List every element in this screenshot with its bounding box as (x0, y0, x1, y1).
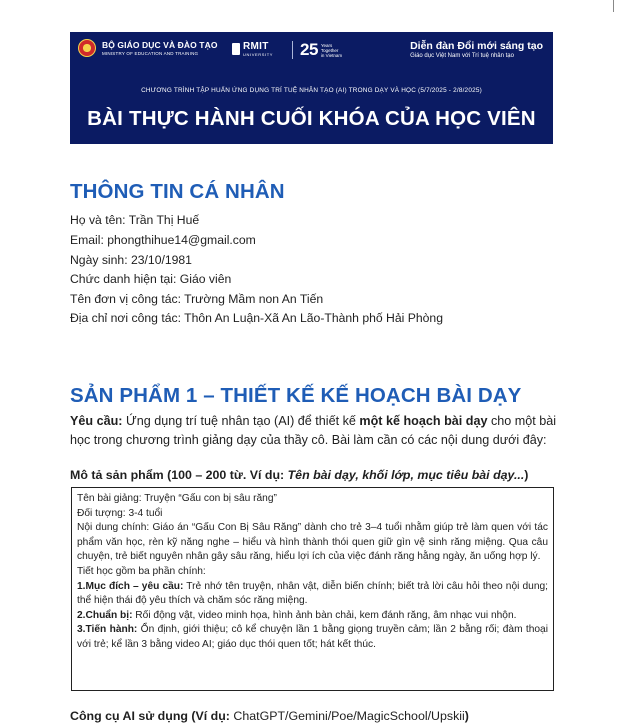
header-banner (70, 32, 553, 144)
rmit-mark-icon (232, 43, 240, 55)
lesson-content: Nội dung chính: Giáo án “Gấu Con Bị Sâu Răng” dành cho trẻ 3–4 tuổi nhằm giúp trẻ làm quen với tác phẩm văn học, rèn kỹ năng nghe – hiểu và hình thành thói quen giữ gìn vệ sinh răng miệng. Qua câu chuyện, trẻ biết nguyên nhân gây sâu răng, hiểu lợi ích của việc đánh răng hằng ngày, ăn uống hợp lý. (77, 522, 548, 563)
info-workplace: Tên đơn vị công tác: Trường Mầm non An Tiến (70, 292, 324, 306)
part-2-text: Rối động vật, video minh họa, hình ảnh bàn chải, kem đánh răng, âm nhạc vui nhộn. (132, 609, 517, 621)
part-3-text: Ổn định, giới thiệu; cô kể chuyện lần 1 bằng giọng truyền cảm; lần 2 bằng rối; đàm thoại với trẻ; kể lần 3 bằng video AI; giáo dục thói quen tốt; hát kết thúc. (77, 624, 548, 650)
logo-divider (292, 41, 293, 59)
years-number: 25 (300, 40, 318, 59)
product1-heading: SẢN PHẨM 1 – THIẾT KẾ KẾ HOẠCH BÀI DẠY (70, 384, 522, 407)
forum-subtitle: Giáo dục Việt Nam với Trí tuệ nhân tạo (410, 53, 514, 59)
national-emblem-icon (78, 39, 96, 57)
info-position: Chức danh hiện tại: Giáo viên (70, 272, 232, 286)
requirement-bold: một kế hoạch bài dạy (359, 414, 488, 428)
banner-title: BÀI THỰC HÀNH CUỐI KHÓA CỦA HỌC VIÊN (87, 107, 536, 130)
description-label-text: Mô tả sản phẩm (100 – 200 từ. Ví dụ: (70, 468, 288, 482)
ai-tools-label-text: Công cụ AI sử dụng (Ví dụ: (70, 709, 234, 723)
part-2-label: 2.Chuẩn bị: (77, 609, 133, 621)
ai-tools-label-end: ) (464, 709, 469, 723)
part-1-text: Trẻ nhớ tên truyện, nhân vật, diễn biến chính; biết trả lời câu hỏi theo nội dung; thể hiện thái độ yêu thích và chăm sóc răng miệng. (77, 580, 548, 607)
part-3-label: 3.Tiến hành: (77, 624, 138, 636)
requirement-text-1: Ứng dụng trí tuệ nhân tạo (AI) để thiết kế (122, 414, 360, 428)
ai-tools-label (70, 709, 469, 723)
description-label-end: ) (524, 468, 529, 482)
anniversary-logo (300, 40, 342, 60)
lesson-part-3 (77, 623, 548, 652)
moet-sub: MINISTRY OF EDUCATION AND TRAINING (102, 51, 199, 56)
requirement-label: Yêu cầu: (70, 414, 123, 428)
rmit-name: RMIT (243, 41, 269, 52)
description-label-example: Tên bài dạy, khối lớp, mục tiêu bài dạy... (287, 468, 525, 482)
info-address: Địa chỉ nơi công tác: Thôn An Luận-Xã An Lão-Thành phố Hải Phòng (70, 311, 443, 325)
lesson-title: Tên bài giảng: Truyện “Gấu con bị sâu răng” (77, 493, 277, 504)
years-line-2: Together (320, 47, 339, 53)
years-line-1: Years (320, 42, 333, 48)
info-name: Họ và tên: Trần Thị Huế (70, 213, 200, 227)
description-label (70, 468, 528, 482)
ai-tools-examples: ChatGPT/Gemini/Poe/MagicSchool/Upskii (233, 709, 465, 723)
requirement-text-2: cho một bài học trong chương trình giảng dạy của thầy cô. Bài làm cần có các nội dung dưới đây: (70, 414, 557, 447)
page-edge-line (613, 0, 614, 12)
rmit-logo (232, 41, 273, 57)
years-line-3: in Vietnam (320, 52, 343, 58)
lesson-part-1 (77, 580, 548, 609)
lesson-part-2 (77, 609, 548, 624)
lesson-parts-intro: Tiết học gồm ba phần chính: (77, 565, 206, 577)
rmit-sub: UNIVERSITY (243, 52, 274, 57)
part-1-label: 1.Mục đích – yêu cầu: (77, 580, 184, 592)
requirement-paragraph (70, 412, 560, 450)
info-email: Email: phongthihue14@gmail.com (70, 233, 256, 247)
moet-logo (78, 39, 218, 57)
personal-info-heading: THÔNG TIN CÁ NHÂN (70, 180, 285, 203)
forum-title: Diễn đàn Đổi mới sáng tạo (410, 40, 543, 52)
lesson-audience: Đối tượng: 3-4 tuổi (77, 507, 163, 519)
info-birthdate: Ngày sinh: 23/10/1981 (70, 253, 192, 267)
forum-logo (410, 40, 543, 59)
moet-name: BỘ GIÁO DỤC VÀ ĐÀO TẠO (102, 40, 218, 50)
description-box (71, 487, 554, 691)
program-title: CHƯƠNG TRÌNH TẬP HUẤN ỨNG DỤNG TRÍ TUỆ NHÂN TẠO (AI) TRONG DẠY VÀ HỌC (5/7/2025 - 2/8/2025) (141, 87, 482, 94)
banner-logos (70, 32, 553, 70)
